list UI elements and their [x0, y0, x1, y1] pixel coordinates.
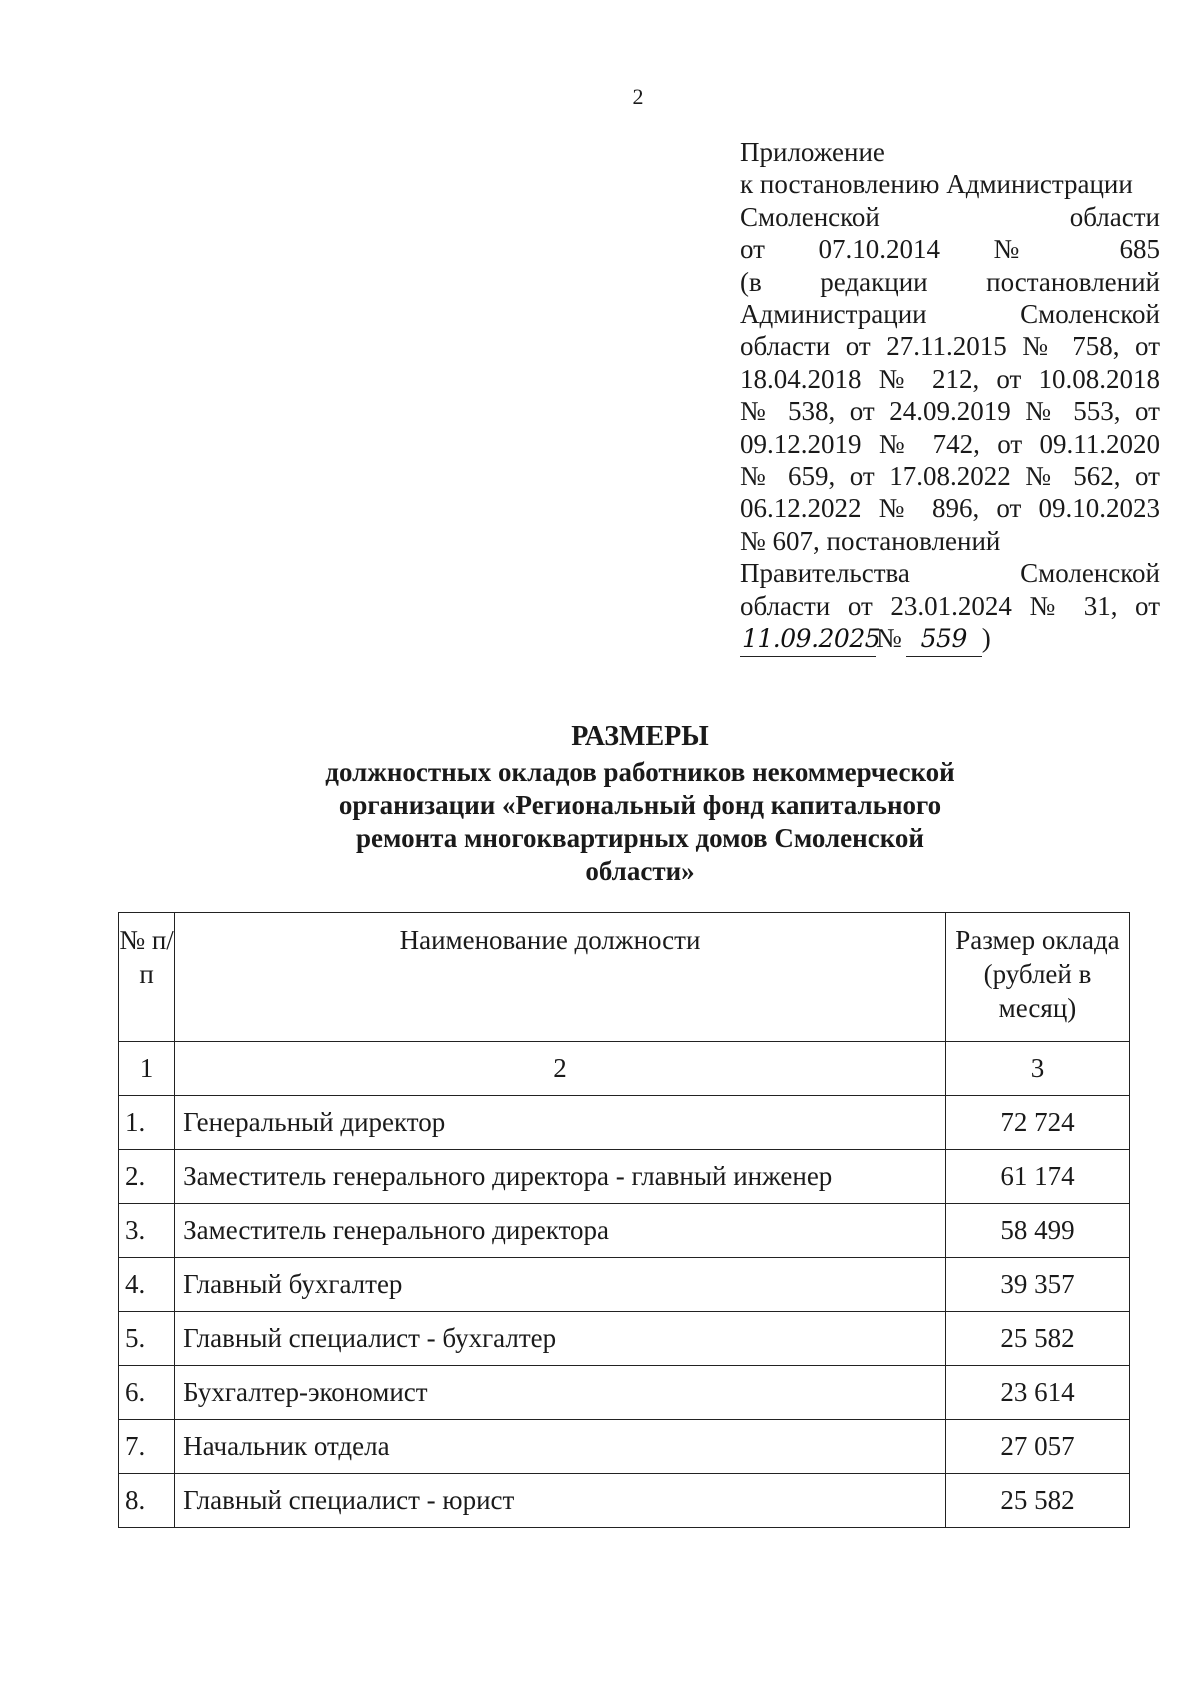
- table-row: [119, 1420, 1130, 1474]
- table-row: [119, 1204, 1130, 1258]
- row-salary: 72 724: [945, 1096, 1129, 1150]
- row-num: 4.: [119, 1258, 175, 1312]
- row-salary: 25 582: [945, 1312, 1129, 1366]
- appendix-line: области от 23.01.2024 № 31, от: [740, 590, 1160, 621]
- header-num: № п/п: [119, 913, 175, 1042]
- row-salary: 27 057: [945, 1420, 1129, 1474]
- row-num: 3.: [119, 1204, 175, 1258]
- row-salary: 58 499: [945, 1204, 1129, 1258]
- title-main: РАЗМЕРЫ: [571, 721, 709, 752]
- handwritten-date: 11.09.2025: [740, 623, 876, 656]
- index-cell: 1: [119, 1042, 175, 1096]
- table-row: [119, 1366, 1130, 1420]
- row-num: 1.: [119, 1096, 175, 1150]
- subtitle-line: ремонта многоквартирных домов Смоленской: [356, 823, 924, 853]
- appendix-line: Приложение: [740, 137, 885, 167]
- header-name: Наименование должности: [175, 913, 946, 1042]
- row-position: Заместитель генерального директора: [175, 1204, 946, 1258]
- appendix-line: № 607, постановлений: [740, 525, 1001, 556]
- appendix-block: [740, 136, 1160, 657]
- row-num: 8.: [119, 1474, 175, 1528]
- table-row: [119, 1150, 1130, 1204]
- row-salary: 39 357: [945, 1258, 1129, 1312]
- row-position: Бухгалтер-экономист: [175, 1366, 946, 1420]
- appendix-line: Администрации Смоленской: [740, 299, 1160, 330]
- document-title: [200, 720, 1080, 888]
- table-row: [119, 1474, 1130, 1528]
- subtitle-line: организации «Региональный фонд капитального: [338, 790, 942, 820]
- salary-table: [118, 912, 1130, 1528]
- row-position: Главный специалист - бухгалтер: [175, 1312, 946, 1366]
- appendix-line: Правительства Смоленской: [740, 558, 1160, 589]
- subtitle-line: должностных окладов работников некоммерческой: [325, 757, 955, 787]
- table-row: [119, 1312, 1130, 1366]
- row-num: 7.: [119, 1420, 175, 1474]
- table-index-row: [119, 1042, 1130, 1096]
- handwritten-number: 559: [906, 623, 982, 656]
- table-header-row: [119, 913, 1130, 1042]
- page-number: 2: [632, 84, 644, 109]
- row-num: 2.: [119, 1150, 175, 1204]
- closing-paren: ): [981, 623, 991, 654]
- index-cell: 3: [945, 1042, 1129, 1096]
- subtitle-line: области»: [585, 856, 695, 886]
- index-cell: 2: [175, 1042, 946, 1096]
- row-num: 6.: [119, 1366, 175, 1420]
- row-position: Главный специалист - юрист: [175, 1474, 946, 1528]
- row-salary: 25 582: [945, 1474, 1129, 1528]
- appendix-line: (в редакции постановлений: [740, 266, 1160, 297]
- appendix-line: 18.04.2018 № 212, от 10.08.2018: [740, 363, 1160, 394]
- row-position: Генеральный директор: [175, 1096, 946, 1150]
- appendix-line: № 538, от 24.09.2019 № 553, от: [740, 396, 1160, 427]
- appendix-line: от 07.10.2014 № 685: [740, 234, 1160, 265]
- appendix-line: № 659, от 17.08.2022 № 562, от: [740, 461, 1160, 492]
- row-position: Начальник отдела: [175, 1420, 946, 1474]
- appendix-line: 06.12.2022 № 896, от 09.10.2023: [740, 493, 1160, 524]
- appendix-line: Смоленской области: [740, 201, 1160, 232]
- row-position: Заместитель генерального директора - главный инженер: [175, 1150, 946, 1204]
- row-salary: 23 614: [945, 1366, 1129, 1420]
- appendix-line: области от 27.11.2015 № 758, от: [740, 331, 1160, 362]
- table-row: [119, 1258, 1130, 1312]
- appendix-line: 09.12.2019 № 742, от 09.11.2020: [740, 428, 1160, 459]
- appendix-line: к постановлению Администрации: [740, 169, 1133, 200]
- signature-line: [740, 622, 1160, 656]
- row-salary: 61 174: [945, 1150, 1129, 1204]
- table-row: [119, 1096, 1130, 1150]
- number-sign: №: [876, 623, 902, 654]
- row-position: Главный бухгалтер: [175, 1258, 946, 1312]
- header-salary: Размер оклада (рублей в месяц): [945, 913, 1129, 1042]
- row-num: 5.: [119, 1312, 175, 1366]
